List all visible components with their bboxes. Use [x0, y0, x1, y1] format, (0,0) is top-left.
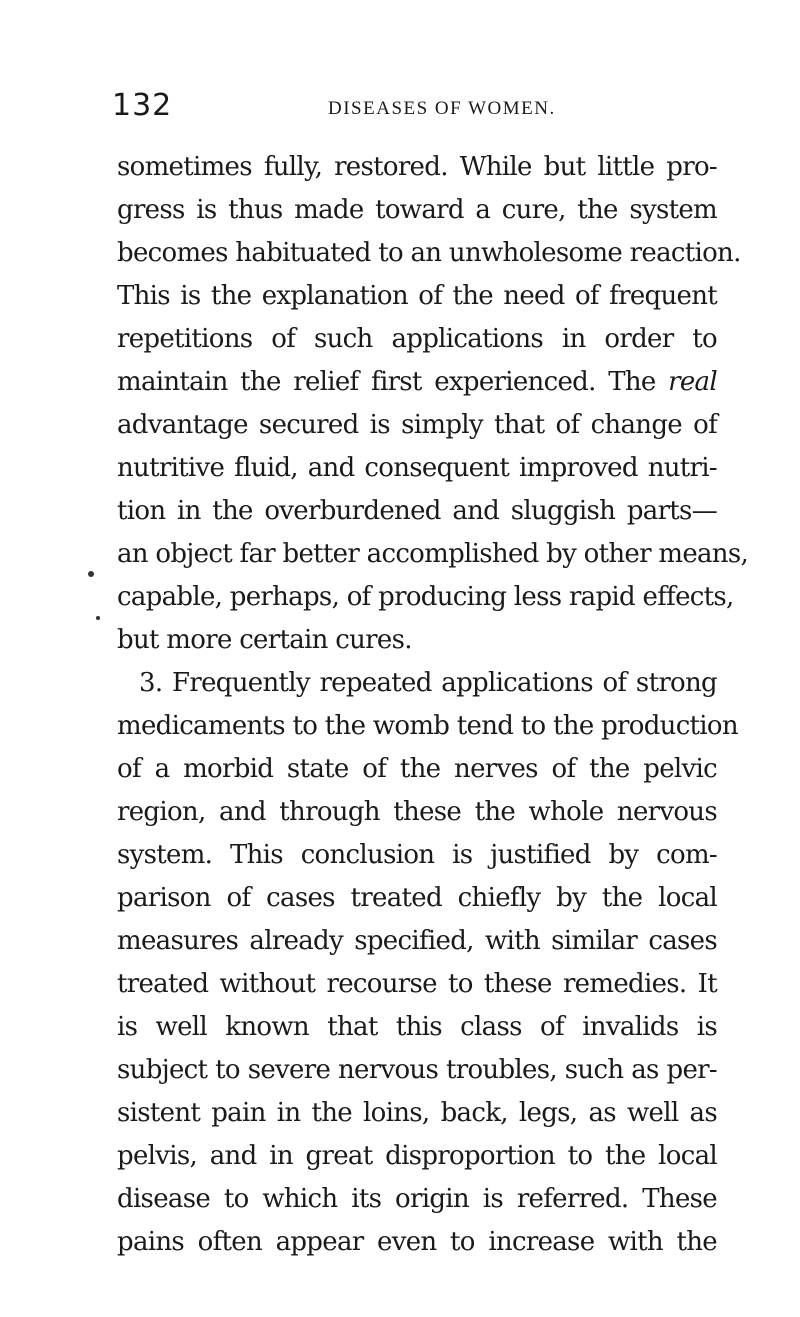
- page-header: [112, 88, 712, 128]
- text-line: medicaments to the womb tend to the production: [117, 711, 738, 741]
- text-line-with-italic: [117, 361, 717, 404]
- text-line: capable, perhaps, of producing less rapid effects,: [117, 582, 734, 612]
- text-line: pelvis, and in great disproportion to the local: [117, 1141, 717, 1171]
- margin-speck: [88, 571, 94, 577]
- text-line: treated without recourse to these remedies. It: [117, 969, 717, 999]
- text-line: 3. Frequently repeated applications of strong: [139, 668, 717, 698]
- text-line: pains often appear even to increase with the: [117, 1227, 717, 1257]
- text-line: This is the explanation of the need of frequent: [117, 281, 717, 311]
- text-line: becomes habituated to an unwholesome reaction.: [117, 238, 741, 268]
- text-line: of a morbid state of the nerves of the pelvic: [117, 754, 717, 784]
- text-line: parison of cases treated chiefly by the local: [117, 883, 717, 913]
- text-line: sistent pain in the loins, back, legs, as well as: [117, 1098, 717, 1128]
- text-line: advantage secured is simply that of change of: [117, 410, 717, 440]
- text-line: subject to severe nervous troubles, such as per-: [117, 1055, 717, 1085]
- text-line: system. This conclusion is justified by com-: [117, 840, 717, 870]
- margin-speck: [96, 616, 100, 620]
- text-line: disease to which its origin is referred. These: [117, 1184, 717, 1214]
- text-segment: maintain the relief first experienced. The: [117, 367, 656, 397]
- page-number: 132: [112, 88, 173, 123]
- text-line: sometimes fully, restored. While but little pro-: [117, 152, 717, 182]
- text-line: region, and through these the whole nervous: [117, 797, 717, 827]
- italic-word: real: [668, 367, 717, 397]
- text-line: an object far better accomplished by other means,: [117, 539, 749, 569]
- text-line: gress is thus made toward a cure, the system: [117, 195, 717, 225]
- text-line: but more certain cures.: [117, 625, 412, 655]
- text-line: measures already specified, with similar cases: [117, 926, 717, 956]
- running-title: DISEASES OF WOMEN.: [328, 98, 556, 119]
- text-line: repetitions of such applications in order to: [117, 324, 717, 354]
- body-text: [117, 146, 749, 1264]
- text-line: nutritive fluid, and consequent improved nutri-: [117, 453, 717, 483]
- text-line: is well known that this class of invalids is: [117, 1012, 717, 1042]
- text-line: tion in the overburdened and sluggish parts—: [117, 496, 717, 526]
